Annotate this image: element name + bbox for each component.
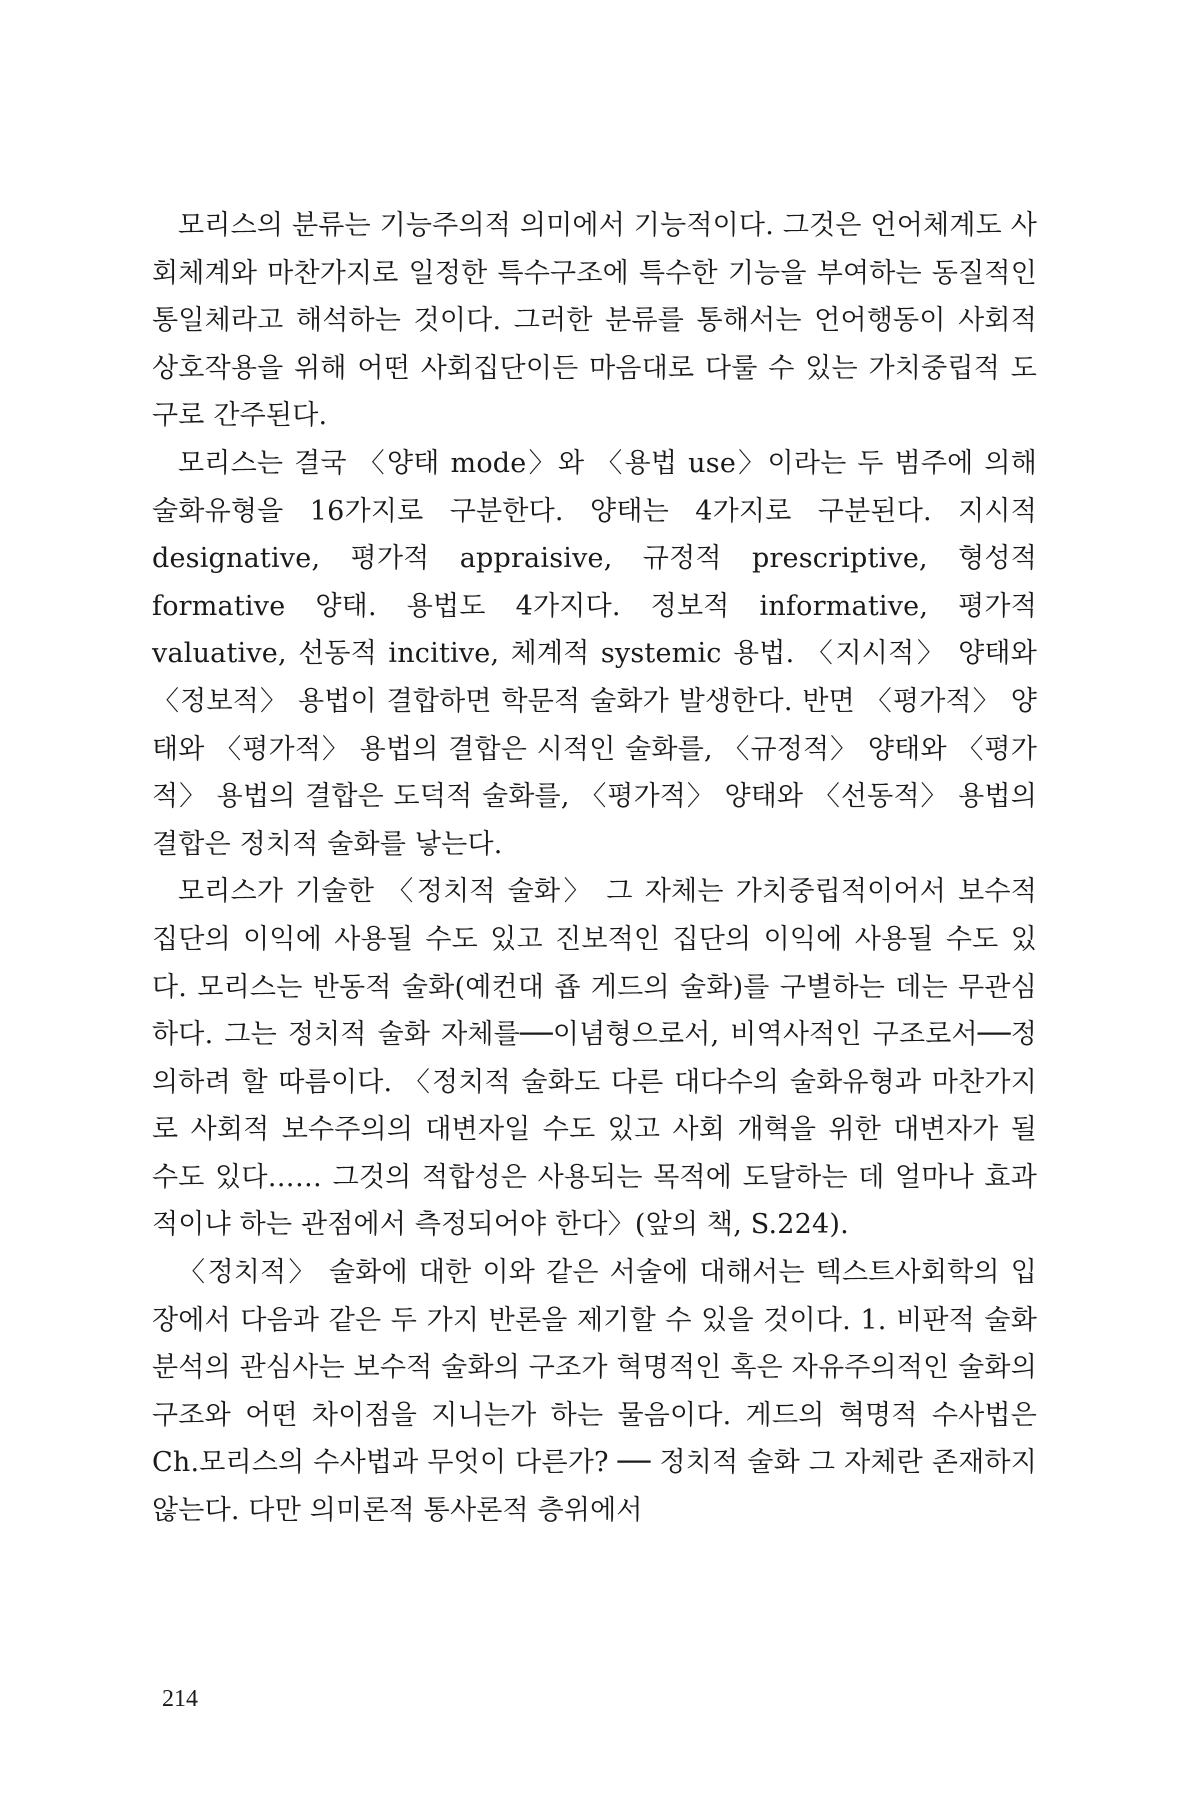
paragraph-2: 모리스는 결국 〈양태 mode〉와 〈용법 use〉이라는 두 범주에 의해 술화유형을 16가지로 구분한다. 양태는 4가지로 구분된다. 지시적 designative, 평가적 appraisive, 규정적 prescriptive, 형성적 formative 양태. 용법도 4가지다. 정보적 informative, 평가적 valuative, 선동적 incitive, 체계적 systemic 용법. 〈지시적〉 양태와 〈정보적〉 용법이 결합하면 학문적 술화가 발생한다. 반면 〈평가적〉 양태와 〈평가적〉 용법의 결합은 시적인 술화를, 〈규정적〉 양태와 〈평가적〉 용법의 결합은 도덕적 술화를, 〈평가적〉 양태와 〈선동적〉 용법의 결합은 정치적 술화를 낳는다.: [152, 447, 1037, 860]
page-number: 214: [162, 1686, 198, 1712]
body-text: [152, 202, 1037, 1535]
paragraph-1: 모리스의 분류는 기능주의적 의미에서 기능적이다. 그것은 언어체계도 사회체계와 마찬가지로 일정한 특수구조에 특수한 기능을 부여하는 동질적인 통일체라고 해석하는 것이다. 그러한 분류를 통해서는 언어행동이 사회적 상호작용을 위해 어떤 사회집단이든 마음대로 다룰 수 있는 가치중립적 도구로 간주된다.: [152, 210, 1037, 432]
paragraph-3: 모리스가 기술한 〈정치적 술화〉 그 자체는 가치중립적이어서 보수적 집단의 이익에 사용될 수도 있고 진보적인 집단의 이익에 사용될 수도 있다. 모리스는 반동적 술화(예컨대 죱 게드의 술화)를 구별하는 데는 무관심하다. 그는 정치적 술화 자체를──이념형으로서, 비역사적인 구조로서──정의하려 할 따름이다. 〈정치적 술화도 다른 대다수의 술화유형과 마찬가지로 사회적 보수주의의 대변자일 수도 있고 사회 개혁을 위한 대변자가 될 수도 있다…… 그것의 적합성은 사용되는 목적에 도달하는 데 얼마나 효과적이냐 하는 관점에서 측정되어야 한다〉(앞의 책, S.224).: [152, 876, 1037, 1241]
paragraph-4: 〈정치적〉 술화에 대한 이와 같은 서술에 대해서는 텍스트사회학의 입장에서 다음과 같은 두 가지 반론을 제기할 수 있을 것이다. 1. 비판적 술화분석의 관심사는 보수적 술화의 구조가 혁명적인 혹은 자유주의적인 술화의 구조와 어떤 차이점을 지니는가 하는 물음이다. 게드의 혁명적 수사법은 Ch.모리스의 수사법과 무엇이 다른가? ── 정치적 술화 그 자체란 존재하지 않는다. 다만 의미론적 통사론적 층위에서: [152, 1257, 1038, 1527]
